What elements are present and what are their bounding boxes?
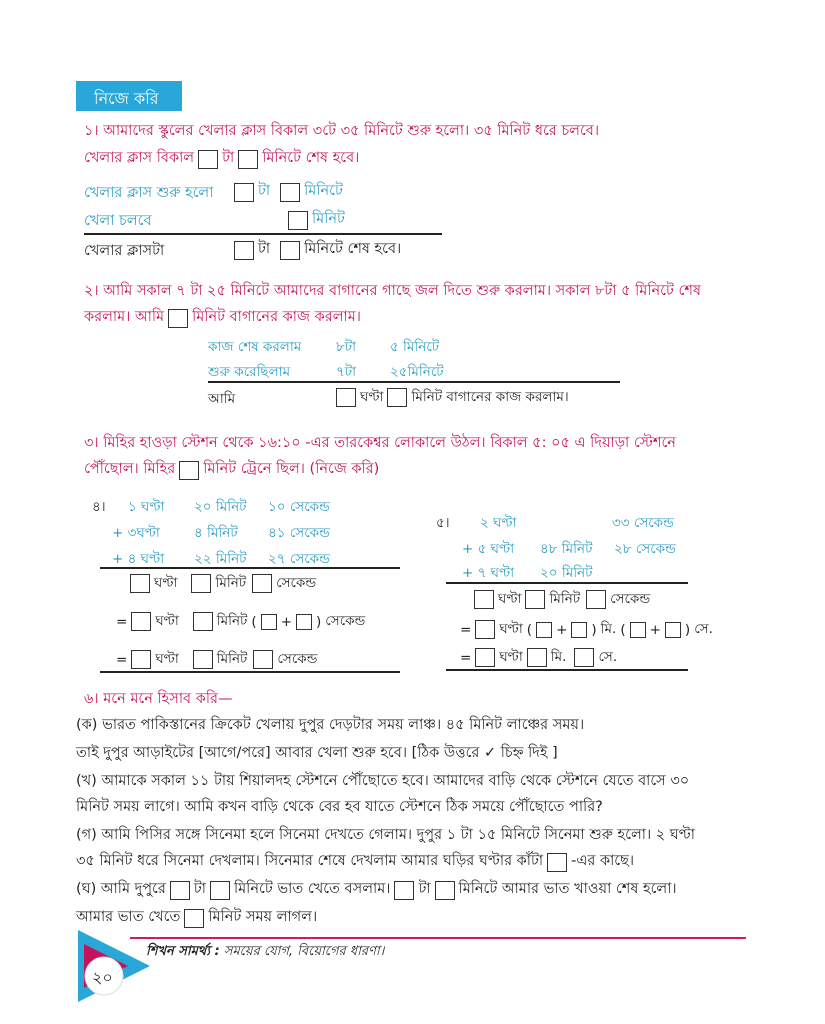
answer-box[interactable] (168, 309, 188, 328)
q5-ghonta: ঘণ্টা (499, 649, 523, 665)
q1-start-row (234, 180, 343, 204)
q5-r1-hour: ২ ঘণ্টা (480, 515, 517, 531)
q1-minute: মিনিট (312, 211, 345, 227)
q6-kha-line2: মিনিট সময় লাগে। আমি কখন বাড়ি থেকে বের হব যাতে স্টেশনে ঠিক সময়ে পৌঁছোতে পারি? (76, 799, 603, 815)
q1-line-a-prefix: খেলার ক্লাস বিকাল (84, 150, 195, 166)
q1-line-a (84, 147, 359, 171)
answer-box[interactable] (210, 881, 230, 900)
q1-duration-row (288, 208, 345, 232)
answer-box[interactable] (525, 590, 545, 609)
q2-line2-suffix: মিনিট বাগানের কাজ করলাম। (192, 309, 361, 325)
q1-minute-e: মিনিটে (304, 183, 343, 199)
q1-ta: টা (258, 241, 271, 257)
footer-divider (130, 937, 746, 939)
q5-mi: মি. (600, 621, 617, 637)
paren-close: ) (684, 621, 691, 638)
footer-text: সময়ের যোগ, বিয়োগের ধারণা। (223, 944, 385, 959)
q2-line1: ২। আমি সকাল ৭ টা ২৫ মিনিটে আমাদের বাগানের গাছে জল দিতে শুরু করলাম। সকাল ৮টা ৫ মিনিটে শেষ (84, 283, 701, 299)
q1-end-suffix: মিনিটে শেষ হবে। (304, 241, 402, 257)
equals: = (460, 621, 472, 638)
section-header (76, 81, 182, 111)
q4-second: সেকেন্ড (325, 613, 366, 629)
q4-minit: মিনিট (216, 613, 248, 629)
paren-open: ( (620, 621, 626, 638)
q6-title: ৬। মনে মনে হিসাব করি— (84, 691, 233, 707)
q1-statement: ১। আমাদের স্কুলের খেলার ক্লাস বিকাল ৩টে ৩৫ মিনিটে শুরু হলো। ৩৫ মিনিট ধরে চলবে। (84, 123, 600, 139)
q3-line2-suffix: মিনিট ট্রেনে ছিল। (নিজে করি) (203, 461, 380, 477)
q4-r1-sec: ১০ সেকেন্ড (268, 499, 330, 515)
q6-gha2-suffix: মিনিট সময় লাগল। (208, 909, 318, 925)
q4-second: সেকেন্ড (277, 651, 318, 667)
answer-box[interactable] (574, 648, 594, 667)
q6-ga-line2-prefix: ৩৫ মিনিট ধরে সিনেমা দেখলাম। সিনেমার শেষে দেখলাম আমার ঘড়ির ঘণ্টার কাঁটা (76, 853, 544, 869)
answer-box[interactable] (261, 614, 277, 630)
answer-box[interactable] (170, 881, 190, 900)
q5-mi: মি. (550, 649, 567, 665)
equals: = (460, 649, 472, 666)
q6-ka-line2: তাই দুপুর আড়াইটের [আগে/পরে] আবার খেলা শুরু হবে। [ঠিক উত্তরে ✓ চিহ্ন দিই ] (76, 745, 558, 761)
answer-box[interactable] (280, 183, 300, 202)
q2-end-label: কাজ শেষ করলাম (208, 339, 302, 355)
q4-minit: মিনিট (215, 575, 247, 591)
q5-r2-sec: ২৮ সেকেন্ড (614, 541, 676, 557)
paren-open: ( (526, 621, 533, 638)
q4-minit: মিনিট (216, 651, 248, 667)
q2-line2-prefix: করলাম। আমি (84, 309, 165, 325)
q1-duration-label: খেলা চলবে (84, 213, 152, 229)
q2-end-hour: ৮টা (336, 339, 357, 355)
answer-box[interactable] (435, 881, 455, 900)
answer-box[interactable] (193, 650, 213, 669)
q1-end-row (234, 238, 401, 262)
q4-ghonta: ঘণ্টা (154, 575, 178, 591)
footer-note (146, 942, 384, 963)
q5-total-row (474, 588, 650, 611)
divider (446, 669, 688, 671)
q5-r2-min: ৪৮ মিনিট (540, 541, 593, 557)
page-corner-triangle-icon (70, 926, 160, 1006)
q1-line-a-suffix: মিনিটে শেষ হবে। (262, 150, 360, 166)
paren-open: ( (251, 613, 257, 630)
q6-ga-line2 (76, 850, 634, 874)
q5-se: সে. (598, 649, 618, 665)
q4-ghonta: ঘণ্টা (155, 651, 179, 667)
answer-box[interactable] (475, 648, 495, 667)
section-title: নিজে করি (94, 89, 159, 108)
paren-close: ) (591, 621, 597, 638)
answer-box[interactable] (547, 853, 567, 872)
q3-line2 (84, 458, 379, 482)
answer-box[interactable] (238, 150, 258, 169)
q6-ka-line1: (ক) ভারত পাকিস্তানের ক্রিকেট খেলায় দুপুর দেড়টার সময় লাঞ্চ। ৪৫ মিনিট লাঞ্চের সময়। (76, 717, 585, 733)
q2-start-hour: ৭টা (336, 364, 357, 380)
paren-close: ) (316, 613, 322, 630)
divider (446, 582, 688, 584)
answer-box[interactable] (131, 612, 151, 631)
answer-box[interactable] (179, 461, 199, 480)
divider (84, 233, 442, 235)
answer-box[interactable] (630, 622, 646, 638)
q4-carry-row (116, 610, 365, 633)
answer-box[interactable] (536, 622, 552, 638)
answer-box[interactable] (387, 388, 407, 407)
q2-end-min: ৫ মিনিটে (390, 339, 440, 355)
footer-label: শিখন সামর্থ্য : (146, 944, 220, 959)
q6-gha-suffix: মিনিটে আমার ভাত খাওয়া শেষ হলো। (458, 881, 677, 897)
q5-ghonta: ঘণ্টা (499, 621, 523, 637)
answer-box[interactable] (191, 574, 211, 593)
q6-ta: টা (418, 881, 431, 897)
answer-box[interactable] (336, 388, 356, 407)
q2-ghonta: ঘণ্টা (360, 389, 384, 405)
q4-r2-min: ৪ মিনিট (194, 525, 238, 541)
q6-ta: টা (193, 881, 206, 897)
answer-box[interactable] (475, 620, 495, 639)
answer-box[interactable] (253, 650, 273, 669)
q1-ta: টা (222, 150, 235, 166)
q5-se: সে. (694, 621, 713, 637)
answer-box[interactable] (252, 574, 272, 593)
q6-gha2-prefix: আমার ভাত খেতে (76, 909, 181, 925)
answer-box[interactable] (234, 183, 254, 202)
q2-result-suffix: মিনিট বাগানের কাজ করলাম। (411, 389, 569, 405)
divider (208, 381, 620, 383)
answer-box[interactable] (474, 590, 494, 609)
answer-box[interactable] (288, 211, 308, 230)
q4-r1-min: ২০ মিনিট (194, 499, 247, 515)
answer-box[interactable] (131, 650, 151, 669)
q4-r1-hour: ১ ঘণ্টা (128, 499, 165, 515)
q5-minit: মিনিট (549, 591, 581, 607)
q5-r1-sec: ৩৩ সেকেন্ড (612, 515, 674, 531)
q1-start-label: খেলার ক্লাস শুরু হলো (84, 185, 214, 201)
equals: = (116, 613, 128, 630)
q5-r3-hour: + ৭ ঘণ্টা (462, 565, 515, 581)
q2-start-label: শুরু করেছিলাম (208, 364, 291, 380)
q4-number: ৪। (92, 499, 106, 515)
answer-box[interactable] (234, 241, 254, 260)
q3-line1: ৩। মিহির হাওড়া স্টেশন থেকে ১৬:১০ -এর তারকেশ্বর লোকালে উঠল। বিকাল ৫: ০৫ এ দিয়াড়া স্টেশনে (84, 435, 676, 451)
q4-r3-min: ২২ মিনিট (194, 551, 247, 567)
answer-box[interactable] (296, 614, 312, 630)
q5-r3-min: ২০ মিনিট (540, 565, 593, 581)
q4-second: সেকেন্ড (276, 575, 317, 591)
q4-r2-sec: ৪১ সেকেন্ড (268, 525, 330, 541)
plus: + (280, 613, 293, 630)
answer-box[interactable] (586, 590, 606, 609)
plus: + (649, 621, 661, 638)
divider (100, 567, 400, 569)
q5-number: ৫। (436, 515, 450, 531)
q2-ami: আমি (208, 391, 236, 407)
q4-ghonta: ঘণ্টা (155, 613, 179, 629)
divider (100, 671, 400, 673)
q4-r3-sec: ২৭ সেকেন্ড (268, 551, 330, 567)
answer-box[interactable] (571, 622, 587, 638)
q5-r2-hour: + ৫ ঘণ্টা (462, 541, 515, 557)
q4-r2-hour: + ৩ঘণ্টা (112, 525, 160, 541)
q1-ta: টা (258, 183, 271, 199)
q6-gha-prefix: (ঘ) আমি দুপুরে (76, 881, 166, 897)
q6-ga-line2-suffix: -এর কাছে। (571, 853, 635, 869)
q6-gha-line1 (76, 878, 677, 902)
answer-box[interactable] (527, 648, 547, 667)
answer-box[interactable] (193, 612, 213, 631)
q5-final-row (460, 646, 617, 669)
q4-r3-hour: + ৪ ঘণ্টা (112, 551, 165, 567)
q4-total-row (130, 572, 316, 595)
q6-ga-line1: (গ) আমি পিসির সঙ্গে সিনেমা হলে সিনেমা দেখতে গেলাম। দুপুর ১ টা ১৫ মিনিটে সিনেমা শুরু হলো। ২ ঘণ্টা (76, 827, 695, 843)
plus: + (556, 621, 568, 638)
q2-line2 (84, 306, 361, 330)
q5-carry-row (460, 618, 713, 641)
answer-box[interactable] (184, 909, 204, 928)
q6-gha-middle: মিনিটে ভাত খেতে বসলাম। (233, 881, 391, 897)
q5-ghonta: ঘণ্টা (498, 591, 522, 607)
answer-box[interactable] (665, 622, 681, 638)
q6-kha-line1: (খ) আমাকে সকাল ১১ টায় শিয়ালদহ স্টেশনে পৌঁছোতে হবে। আমাদের বাড়ি থেকে স্টেশনে যেতে বাসে ৩০ (76, 773, 690, 789)
q2-start-min: ২৫মিনিটে (390, 364, 444, 380)
q3-line2-prefix: পৌঁছোল। মিহির (84, 461, 176, 477)
equals: = (116, 651, 128, 668)
answer-box[interactable] (394, 881, 414, 900)
answer-box[interactable] (130, 574, 150, 593)
q5-second: সেকেন্ড (610, 591, 651, 607)
q2-result-row (336, 386, 569, 409)
page-number: ২০ (92, 968, 113, 987)
answer-box[interactable] (280, 241, 300, 260)
answer-box[interactable] (198, 150, 218, 169)
q1-end-label: খেলার ক্লাসটা (84, 243, 165, 259)
q4-final-row (116, 648, 317, 671)
